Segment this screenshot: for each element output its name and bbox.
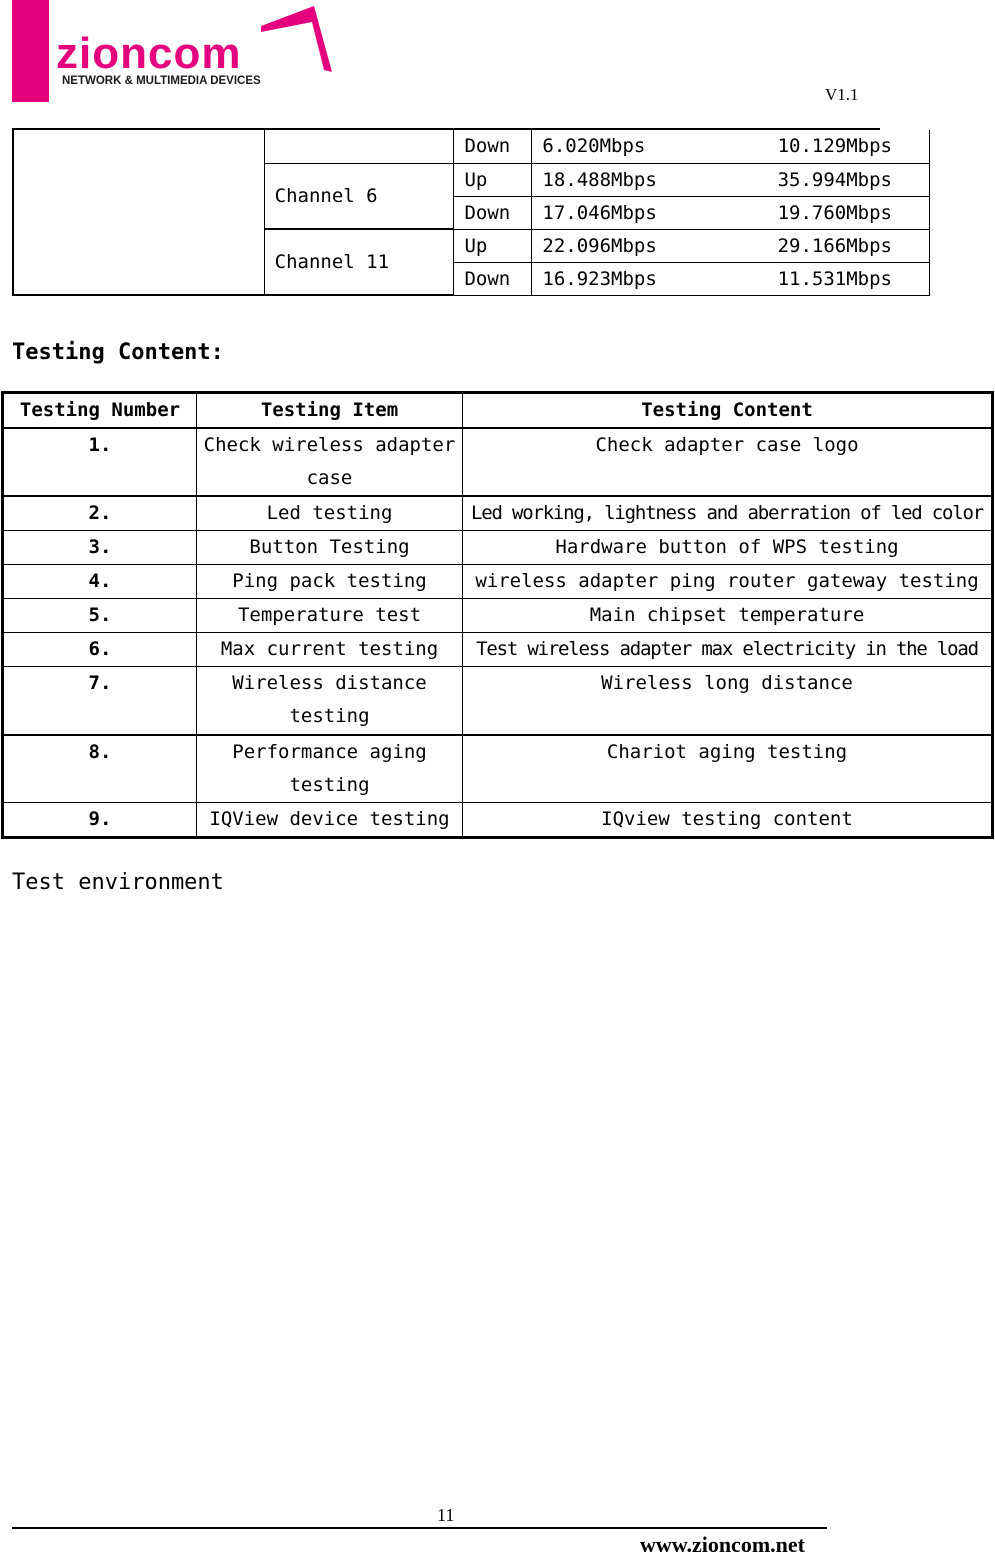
testing-number: 1. <box>3 428 197 496</box>
direction-cell: Up <box>454 229 532 262</box>
throughput-value-1: 22.096Mbps <box>532 229 768 262</box>
column-header: Testing Item <box>197 393 463 429</box>
throughput-value-2: 29.166Mbps <box>768 229 930 262</box>
logo-bar <box>12 0 49 102</box>
testing-item: Button Testing <box>197 531 463 565</box>
throughput-blank-cell <box>13 130 264 295</box>
logo-tagline: NETWORK & MULTIMEDIA DEVICES <box>62 75 261 84</box>
testing-item: Temperature test <box>197 599 463 633</box>
channel-cell: Channel 11 <box>264 229 454 295</box>
table-row <box>3 667 993 735</box>
testing-item: Performance aging testing <box>197 735 463 803</box>
footer-rule <box>12 1527 827 1529</box>
table-row <box>3 735 993 803</box>
document-version: V1.1 <box>825 85 859 104</box>
zioncom-logo <box>56 4 336 84</box>
testing-number: 3. <box>3 531 197 565</box>
throughput-value-2: 35.994Mbps <box>768 163 930 196</box>
table-row <box>3 496 993 531</box>
testing-content: wireless adapter ping router gateway testing <box>463 565 993 599</box>
throughput-value-2: 11.531Mbps <box>768 262 930 295</box>
table-row <box>3 599 993 633</box>
testing-number: 5. <box>3 599 197 633</box>
direction-cell: Up <box>454 163 532 196</box>
testing-content: Check adapter case logo <box>463 428 993 496</box>
testing-item: Max current testing <box>197 633 463 667</box>
table-row <box>3 531 993 565</box>
testing-content-table <box>1 391 994 839</box>
table-row <box>13 130 930 163</box>
table-row <box>3 633 993 667</box>
testing-content: Led working, lightness and aberration of led color <box>463 496 993 531</box>
throughput-table <box>12 130 930 296</box>
testing-item: Ping pack testing <box>197 565 463 599</box>
table-row <box>3 428 993 496</box>
channel-cell: Channel 6 <box>264 163 454 229</box>
throughput-value-1: 18.488Mbps <box>532 163 768 196</box>
direction-cell: Down <box>454 130 532 163</box>
logo-wordmark: zioncom <box>56 29 242 78</box>
testing-number: 4. <box>3 565 197 599</box>
testing-number: 8. <box>3 735 197 803</box>
column-header: Testing Content <box>463 393 993 429</box>
testing-item: Wireless distance testing <box>197 667 463 735</box>
testing-item: Led testing <box>197 496 463 531</box>
testing-content: Wireless long distance <box>463 667 993 735</box>
direction-cell: Down <box>454 196 532 229</box>
testing-content: Hardware button of WPS testing <box>463 531 993 565</box>
throughput-value-2: 10.129Mbps <box>768 130 930 163</box>
throughput-value-1: 17.046Mbps <box>532 196 768 229</box>
testing-number: 6. <box>3 633 197 667</box>
testing-content: Chariot aging testing <box>463 735 993 803</box>
column-header: Testing Number <box>3 393 197 429</box>
table-header-row <box>3 393 993 429</box>
testing-content: Main chipset temperature <box>463 599 993 633</box>
testing-number: 7. <box>3 667 197 735</box>
testing-content: Test wireless adapter max electricity in the load <box>463 633 993 667</box>
test-environment-heading: Test environment <box>12 870 224 895</box>
channel-cell <box>264 130 454 163</box>
direction-cell: Down <box>454 262 532 295</box>
testing-item: Check wireless adapter case <box>197 428 463 496</box>
throughput-value-2: 19.760Mbps <box>768 196 930 229</box>
testing-number: 2. <box>3 496 197 531</box>
table-row <box>3 565 993 599</box>
testing-number: 9. <box>3 803 197 838</box>
testing-item: IQView device testing <box>197 803 463 838</box>
testing-content: IQview testing content <box>463 803 993 838</box>
table-row <box>3 803 993 838</box>
footer-website-link[interactable]: www.zioncom.net <box>640 1532 805 1557</box>
throughput-value-1: 6.020Mbps <box>532 130 768 163</box>
testing-content-heading: Testing Content: <box>12 340 224 365</box>
page-number: 11 <box>437 1505 455 1525</box>
throughput-value-1: 16.923Mbps <box>532 262 768 295</box>
